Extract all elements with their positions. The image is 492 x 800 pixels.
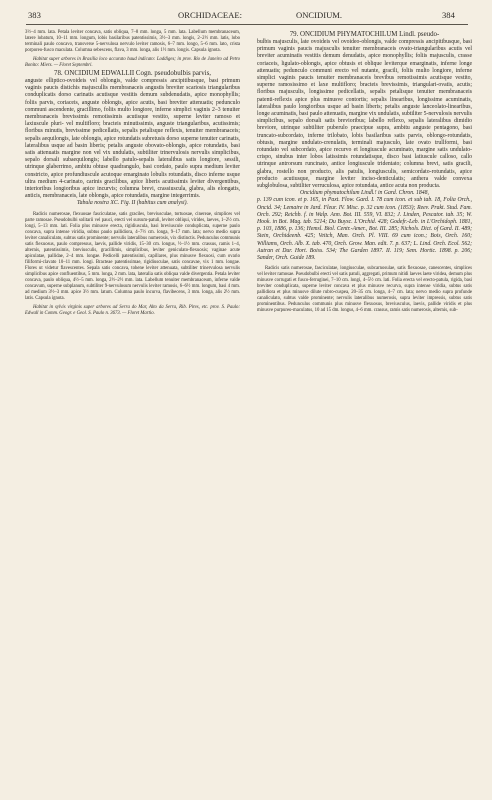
running-header [0,10,492,22]
species-78-details: Radicis numerosae, flexuosae fasciculatae, satis graciles, breviusculae, tortuosae, cinereae, simplices vel parte ramosae. Pseudobulbi solitarii vel pauci, erecti vel sursum-patuli, leviter obliqui, virides, laeves, 1–2½ cm. longi, 5–13 mm. lati. Folia plus minusve erecta, rigidiuscula, basi breviuscule conduplicata, superne paulo concava, supra intense viridia, subtus paulo pallidiora, 4–7½ cm. longa, 9–17 mm. lata; nervo medio supra leviter canaliculato, subtus satis prominente; nervulis lateralibus numerosis, vix distinctis. Pedunculus communis satis flexuosus, paulo compressus, laevis, pallide viridis, 15–30 cm. longus, ½–1½ mm. crassus, ramis 1–4, alternis, patentissimis, breviusculis, gracillimis, simplicibus, leviter geniculato-flexuosis; vaginae acute apiculatae, pallidae, 2–4 mm. longae. Pedicelli patentissimi, capillares, plus minusve flexuosi, cum ovario filiformi-clavato 10–11 mm. longi. Bracteae patentissimae, rigidiusculae, satis concavae, vix 1 mm. longae. Flores ut videtur flavescentes. Sepala satis concava, tohene leviter attenuata, subtiliter trinervulosa nervulis simplicibus apice confluentibus, 5 mm. longa, 2 mm. lata, lateralia satis obliqua valde divergentia. Petala leviter concava, paulo obliqua, 4½–5 mm. longa, 2½–2½ mm. lata. Labellum tenuiter membranaceum, inferne valde concavum, superne subplanum, subtiliter 9-nervulosum nervulis leviter ramosis, 6–6½ mm. longum, basi 4 mm. ad medium 3½–3 mm. apice 3½ mm. latum. Columna paulo incurva, flavibecens, 3 mm. longa, alis 2½ mm. latis. Capsula ignota. [25,211,240,301]
running-title-genus: ONCIDIUM. [296,10,343,20]
citation-references: p. 139 cum icon. et p. 165, in Paxt. Flow. Gard. I. 78 cum icon. et sub tab. 18, Folia Orch., Oncid. 34; Lemaire in Jard. Fleur. IV. Misc. p. 32 cum icon. (1853); Reev. Prakt. Stud. Fam. Orch. 292; Reichb. f. in Walp. Ann. Bot. III. 559, VI. 832; J. Linden, Pescator. tab. 35; W. Hook. in Bot. Mag. tab. 5214; Du Buysc. L'Orchid. 428; Godefr.-Leb. in L'Orchidoph. 1881, p. 103, 1886, p. 136; Hemsl. Biol. Centr.-Amer., Bot. III. 285; Nichols. Dict. of Gard. II. 489; Stein, Orchideenb. 425; Veitch, Man. Orch. Pl. VIII. 69 cum icon.; Bois, Orch. 160; Williams, Orch. Alb. X. tab. 470, Orch. Grow. Man. edit. 7. p. 637; L. Lind. Orch. Ecol. 562; Autran et Dur. Hort. Boiss. 534; The Garden 1897. II. 119; Sem. Hortic. 1898. p. 206; Sander, Orch. Guide 189. [257,197,472,262]
continued-description: 3½–4 mm. lata. Petala leviter concava, satis obliqua, 7–8 mm. longa, 5 mm. lata. Labellum membranaceum, latere lobatum, 10–11 mm. longum, lobis basilaribus patentissimis, 3½–3 mm. longis, 2–2½ mm. latis, lobo terminali paulo concavo, transverse 5-nervulosa nervulo leviter ramosis, 6–7 mm. longo, 5–6 mm. lato, crista porporeo-fusco maculata. Columna sebescens, flava, 3 mm. longa, alis 1½ mm. longis. Capsula ignota. [25,30,240,53]
species-78-habitat: Habitat in sylvis virginis super arbores ad Serra do Mar, Alto da Serra, Rib. Pires, etc. prov. S. Paulo: Edwall in Comm. Geogr. e Geol. S. Paulo n. 3673. — Floret Martio. [25,304,240,316]
species-79-description: bulbis majusculis, late ovoideis vel ovoideo-oblongis, valde compressis ancipitibusque, basi primum vaginis paucis majusculis tenuiter membranaceis ovato-triangularibus acutis vel breviter acuminatis vestitis demum denudatis, apice monophyllis; foliis majusculis, crasse coriaceis, ligulato-oblongis, apice obtusis et oblique leviterque emarginatis, inferne longe attenuatis; pedunculo communi erecto vel nutante, gracili, foliis multo longiore, inferne simplici vaginis paucis tenuiter membranaceis brevibus remotissimis acutisque vestito, superne ramosissimo et laxe multifloro; bracteis brevissimis, triangulari-ovatis, acutis; floribus majusculis, longissime pedicellatis, sepalis petalisque tenuiter membranaceis patenti-reflexis apice plus minusve contortis; sepalis linearibus, longissime acuminatis, lateralibus paulo longioribus usque ad basin liberis; petalis anguste lanceolato-linearibus, longe acuminatis, basi paulo attenuatis, margine vix undulatis, subtiliter 5-nervulosis nervulis simplicibus, sepalo dorsali satis brevioribus; labello reflexo, sepalis lateralibus dimidio breviore, utrinque subtiliter puberulo praecipue supra, ambitu anguste pentagono, basi truncato-subcordato, inferne trilobato, lobis basilaribus satis parvis, oblongo-rotundatis, obtusis, margine undulato-crenulatis, terminali majusculo, late ovato trullformi, basi rotundato vel subcordato, apice recurvo et longiuscule acuminato, margine satis undulato-crispo, sinubus inter lobos latissimis rotundatisque, disco basi latiuscule calloso, callo utrinque antrorsum runcinato, antice longiuscule tridentato; columna brevi, satis gracili, glabra, rostello non producto, alis patulis, longiusculis, semicordato-rotundatis, apice producto acutiusque, margine leviter inciso-denticulatis; anthera valde convexa subglobulosa, subtiliter verruculosa, apice rotundata, antice acuta non producta. [257,39,473,190]
species-79-heading: 79. ONCIDIUM PHYMATOCHILUM Lindl. pseudo- [289,31,440,38]
header-rule [26,24,468,25]
running-title-family: ORCHIDACEAE: [178,10,242,20]
species-79-details: Radicis satis numerosae, fasciculatae, longiusculae, subcarnosulae, satis flexuosae, canescentes, simplices vel leviter ramosae. Pseudobulbi erecti vel satis patuli, aggregati, primum nitidi laeves laete viridea, demum plus minusve corrugati et fusco-ferruginei, 7–10 cm. longi, 4–5½ cm. lati. Folia erecta vel erecto-patula, rigida, basi breviter conduplicata, superne leviter concava et plus minusve recurva, supra intense viridia, subtus satis pallidiora et plus minusve dilute rubro-cuspea, 20–35 cm. longa, 4–7 cm. lata; nervo medio supra profunde canaliculato, subtus valde prominente; nervulis lateralibus numerosis, supra leviter impressis, subtus satis prominentibus. Pedunculus communis plus minusve flexuosus, breviusculus, laevis, pallide viridis et plus minusve purpureo-maculatus, 10 ad 15 dm. longus, 4–6 mm. crassus, ramis satis numerosis, alternis, sub- [257,266,472,314]
habitat-note: Habitat super arbores in Brasilia loco accurato haud indicato: Loddiges; in prov. Rio de Janeiro ad Petro Bonito: Miers. — Floret Septembri. [25,57,240,68]
plate-reference: Tabula nostra XC. Fig. II (habitus cum analysi). [77,200,188,207]
right-page-number: 384 [442,10,455,20]
citation-first-line: Oncidium phymatochilum Lindl.! in Gard. Chron. 1848, [300,190,429,197]
species-78-heading: 78. ONCIDIUM EDWALLII Cogn. pseudobulbis parvis, [54,70,211,77]
species-78-description: anguste elliptico-ovoideis vel oblongis, valde compressis ancipitibusque, basi primum vaginis paucis distichis majuscullis membranaceis angustis breviter scariosis triangularibus conduplicatis dorso carinatis acutisque vestitis demum subdenudatis, apice monophyllis; foliis parvis, coriaceis, anguste oblongis, apice acutis, basi breviter attenuatis; pedunculo communi ascendente, gracillimo, foliis multo longiore, inferne simplici vaginis 2–3 tenuiter membranaceis brevissimis remotissimis acutisque vestito, superne leviter ramoso et laxiuscule pluri- vel multifloro; bracteis minutissimis, anguste triangularibus, acutissimis; floribus minutis, brevissime pedicellatis, sepalis petalisque reflexis, tenuiter membranaceis; sepalis aequilongis, late oblongis, apice rotundatis subretusis dorso superne tenuiter carinatis, lateralibus usque ad basin liberis; petalis anguste obovato-oblongis, apice rotundatis, basi satis attenuatis margine non vel vix undulatis, subtiliter trinervulosis nervulis simplicibus, sepalo dorsali subaequilongis; labello patulo-sepalis lateralibus satis longiore, sessili, utrinque glaberrimo, ambitu obtuse quadrangulo, basi cordato, paulo supra medium leviter constricto, apice profundiuscule acutoque emarginato lobulis rotundatis, disco inferne usque ultra medium 4-carinato, carinis gracilibus, apice liberis acutissimis leviter divergentibus, interioribus longioribus apice incurvis; columna brevi, crassiuscula, glabra, alis elongatis, anticis, membranaceis, late oblongis, apice rotundatis, margine integerrimis. [25,78,240,200]
left-page-number: 383 [28,10,41,20]
left-column [25,30,240,317]
right-column [257,30,472,314]
